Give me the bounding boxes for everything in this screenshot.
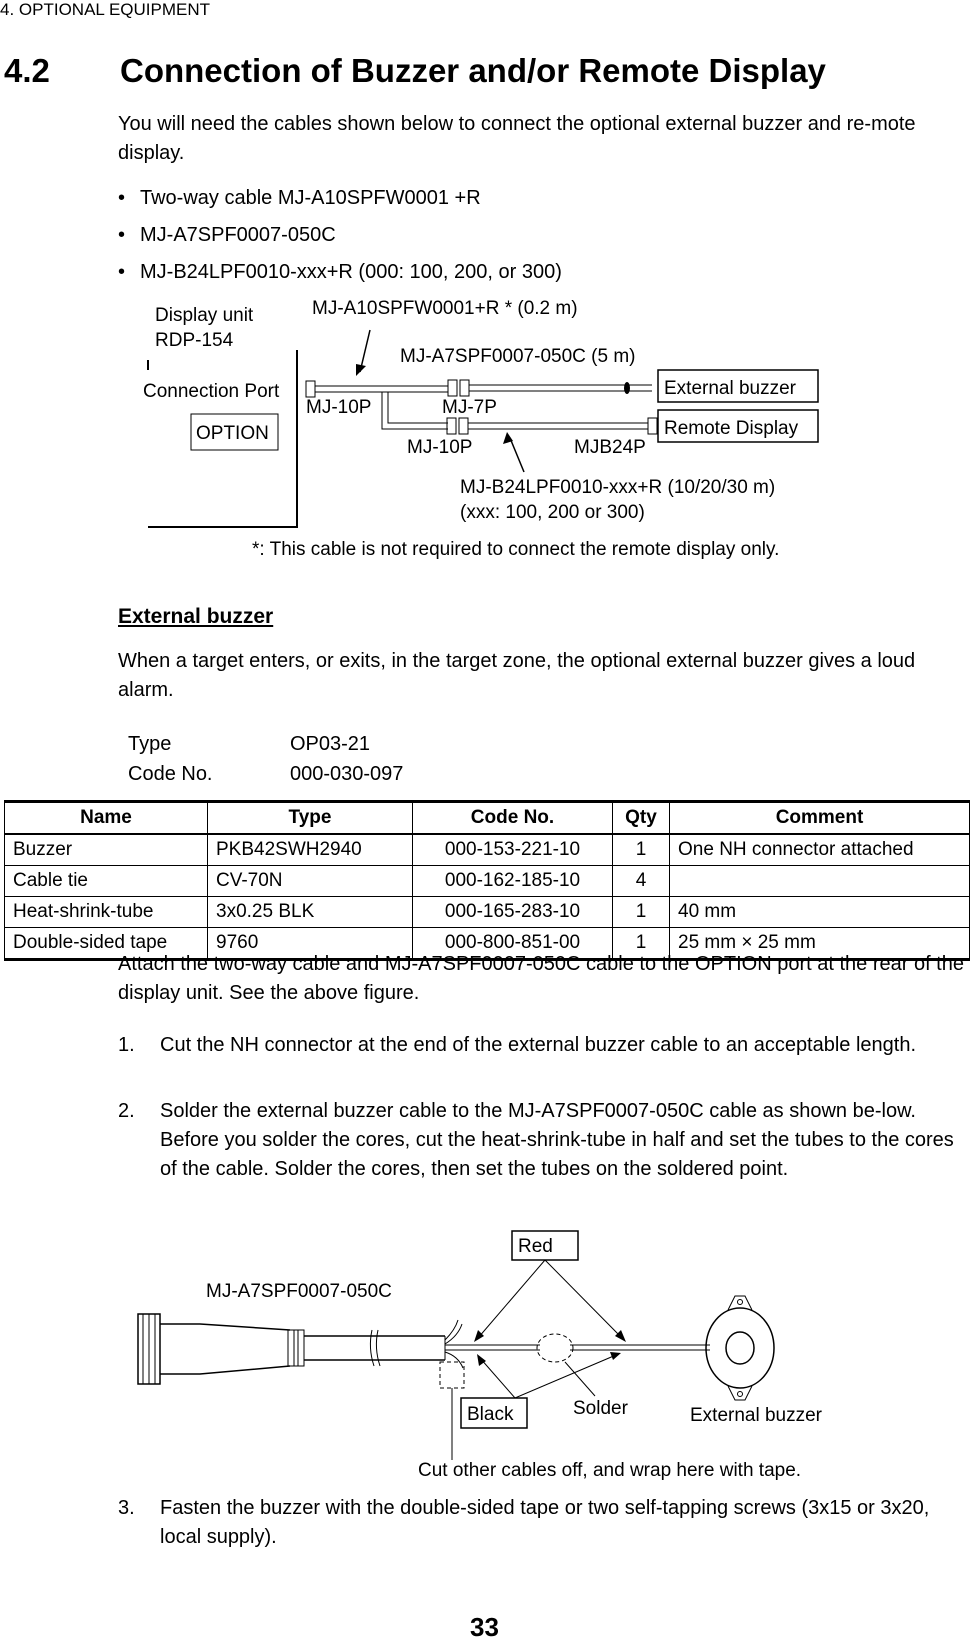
section-title: Connection of Buzzer and/or Remote Display (120, 52, 826, 89)
cut-cores (445, 1320, 463, 1368)
table-cell: CV-70N (208, 866, 413, 897)
twoway-arrowhead (356, 364, 366, 376)
solder-diagram (0, 1220, 974, 1482)
b24-cable-note: (xxx: 100, 200 or 300) (460, 502, 645, 523)
running-header: 4. OPTIONAL EQUIPMENT (0, 0, 211, 19)
step-number: 2. (118, 1100, 135, 1122)
a7-wire-cut (624, 382, 630, 394)
page-number: 33 (470, 1612, 499, 1642)
cable-list-text: MJ-B24LPF0010-xxx+R (000: 100, 200, or 300) (140, 261, 562, 283)
table-cell (670, 866, 970, 897)
solder-label: Solder (573, 1398, 628, 1419)
a7-cable-label: MJ-A7SPF0007-050C (5 m) (400, 346, 636, 367)
tape-wrap-area (440, 1362, 464, 1388)
connector-taper (160, 1324, 290, 1374)
branch-wire-inner (388, 392, 448, 423)
mj7p-plug-left (448, 380, 457, 396)
display-unit-label: Display unit (155, 305, 254, 326)
arrowhead (615, 1330, 626, 1342)
cable-list-item: • MJ-A7SPF0007-050C (118, 224, 336, 246)
table-row (5, 866, 970, 897)
arrowhead (610, 1352, 621, 1360)
black-arrow-left (480, 1358, 515, 1398)
step-number: 1. (118, 1034, 135, 1056)
table-header: Qty (613, 802, 670, 835)
table-cell: 3x0.25 BLK (208, 897, 413, 928)
table-row (5, 834, 970, 866)
table-cell: 000-165-283-10 (413, 897, 613, 928)
table-cell: 000-162-185-10 (413, 866, 613, 897)
table-header: Comment (670, 802, 970, 835)
table-cell: Buzzer (5, 834, 208, 866)
step-number: 3. (118, 1497, 135, 1519)
table-row (5, 897, 970, 928)
black-label: Black (467, 1404, 514, 1425)
section-heading (4, 52, 826, 90)
intro-paragraph: You will need the cables shown below to connect the optional external buzzer and re-mote display. (118, 113, 916, 164)
table-header: Code No. (413, 802, 613, 835)
b24-cable-label: MJ-B24LPF0010-xxx+R (10/20/30 m) (460, 477, 776, 498)
solder-pointer (565, 1362, 595, 1396)
table-cell: 40 mm (670, 897, 970, 928)
table-cell: 1 (613, 897, 670, 928)
cable-list-item: • Two-way cable MJ-A10SPFW0001 +R (118, 187, 481, 209)
cable-list-text: Two-way cable MJ-A10SPFW0001 +R (140, 187, 481, 209)
step-text: Solder the external buzzer cable to the MJ-A7SPF0007-050C cable as shown be-low. Before you solder the cores, cut the heat-shrink-tube in half and set the tubes to the cores of the cable. Solder the cores, then set the tubes on the soldered point. (160, 1100, 954, 1180)
external-buzzer-label-2: External buzzer (690, 1405, 823, 1426)
mjb24p-plug (648, 418, 657, 434)
code-value: 000-030-097 (290, 763, 404, 785)
black-arrow-right (515, 1355, 616, 1398)
step-item (118, 1097, 970, 1184)
buzzer-screw-hole (738, 1300, 743, 1305)
table-cell: One NH connector attached (670, 834, 970, 866)
cable-list-text: MJ-A7SPF0007-050C (140, 224, 336, 246)
arrowhead (477, 1354, 486, 1366)
step-item (118, 1494, 970, 1552)
parts-table (4, 800, 970, 961)
table-header: Type (208, 802, 413, 835)
section-number: 4.2 (4, 52, 50, 89)
buzzer-tabs (728, 1296, 752, 1400)
cut-note: Cut other cables off, and wrap here with tape. (418, 1460, 802, 1481)
table-cell: 4 (613, 866, 670, 897)
table-cell: 000-800-851-00 (413, 928, 613, 960)
mj10p-label-a: MJ-10P (306, 397, 372, 418)
external-buzzer-heading: External buzzer (118, 605, 274, 628)
red-label: Red (518, 1236, 553, 1257)
table-header: Name (5, 802, 208, 835)
model-label: RDP-154 (155, 330, 234, 351)
cable-boot (288, 1330, 304, 1366)
step-item (118, 1031, 970, 1060)
table-cell: 1 (613, 834, 670, 866)
buzzer-body (706, 1308, 774, 1388)
mj10p-plug-b-left (447, 418, 456, 434)
mj7p-label: MJ-7P (442, 397, 497, 418)
arrowhead (474, 1330, 484, 1342)
twoway-cable-label: MJ-A10SPFW0001+R * (0.2 m) (312, 298, 578, 319)
buzzer-center (726, 1332, 754, 1364)
type-label: Type (128, 733, 172, 755)
mjb24p-label: MJB24P (574, 437, 646, 458)
table-cell: 25 mm × 25 mm (670, 928, 970, 960)
table-cell: PKB42SWH2940 (208, 834, 413, 866)
table-header-row (5, 802, 970, 835)
table-cell: Double-sided tape (5, 928, 208, 960)
external-buzzer-label: External buzzer (664, 378, 797, 399)
type-value: OP03-21 (290, 733, 371, 755)
remote-display-label: Remote Display (664, 418, 799, 439)
table-cell: Cable tie (5, 866, 208, 897)
step-text: Fasten the buzzer with the double-sided tape or two self-tapping screws (3x15 or 3x20, local supply). (160, 1497, 930, 1548)
red-arrow-right (545, 1260, 622, 1338)
buzzer-screw-hole (738, 1392, 743, 1397)
mj10p-plug-b-right (459, 418, 468, 434)
table-cell: Heat-shrink-tube (5, 897, 208, 928)
step-text: Cut the NH connector at the end of the external buzzer cable to an acceptable length. (160, 1034, 917, 1056)
mj10p-label-b: MJ-10P (407, 437, 473, 458)
table-cell: 9760 (208, 928, 413, 960)
connection-port-label: Connection Port (143, 381, 280, 402)
attach-paragraph: Attach the two-way cable and MJ-A7SPF0007-050C cable to the OPTION port at the rear of the display unit. See the above figure. (118, 953, 964, 1004)
option-port-label: OPTION (196, 423, 269, 444)
mj7p-plug-right (460, 380, 469, 396)
connection-diagram (0, 290, 974, 570)
buzzer-description: When a target enters, or exits, in the target zone, the optional external buzzer gives a loud alarm. (118, 650, 916, 701)
b24-pointer (510, 438, 524, 472)
solder-point (537, 1334, 573, 1362)
diagram-footnote: *: This cable is not required to connect the remote display only. (252, 539, 780, 560)
red-arrow-left (478, 1260, 545, 1338)
code-label: Code No. (128, 763, 213, 785)
cable-label: MJ-A7SPF0007-050C (206, 1281, 392, 1302)
table-cell: 1 (613, 928, 670, 960)
cable-list-item: • MJ-B24LPF0010-xxx+R (000: 100, 200, or 300) (118, 261, 562, 283)
table-cell: 000-153-221-10 (413, 834, 613, 866)
mj10p-plug-a (306, 381, 315, 397)
